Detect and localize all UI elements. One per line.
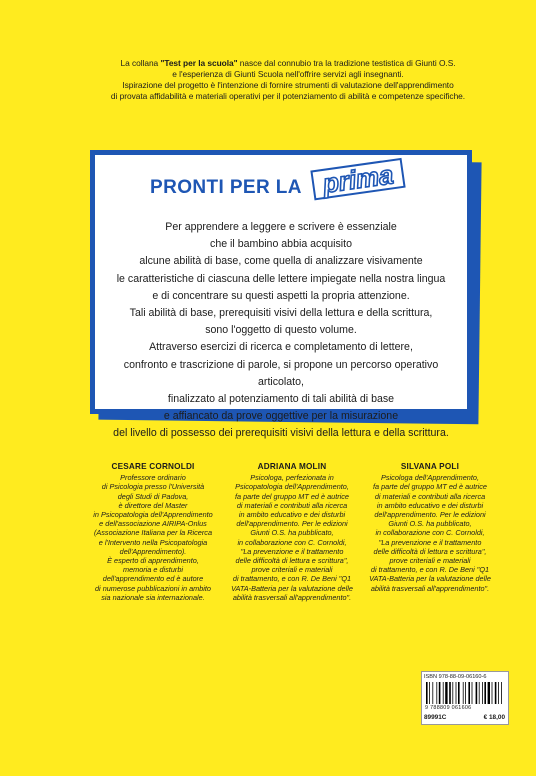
prima-word: prima bbox=[320, 159, 396, 199]
author-bio bbox=[355, 473, 505, 593]
author-bio-line: delle difficoltà di lettura e scrittura", bbox=[373, 546, 487, 556]
series-intro bbox=[78, 58, 498, 102]
price-label: € 18,00 bbox=[483, 714, 505, 721]
author-bio-line: in Psicopatologia dell'Apprendimento bbox=[93, 510, 213, 520]
barcode-bar bbox=[465, 682, 466, 704]
author-bio-line: "La prevenzione e il trattamento bbox=[378, 537, 482, 547]
barcode-icon bbox=[425, 682, 505, 704]
author-poli bbox=[355, 462, 505, 593]
author-cornoldi bbox=[78, 462, 228, 602]
author-bio-line: (Associazione Italiana per la Ricerca bbox=[93, 528, 213, 538]
card-body-line: che il bambino abbia acquisito bbox=[210, 238, 352, 251]
barcode-bar bbox=[439, 682, 441, 704]
card-body-line: del livello di possesso dei prerequisiti visivi della lettura e della scrittura. bbox=[113, 427, 449, 440]
author-bio-line: Psicologa, perfezionata in bbox=[250, 473, 334, 483]
barcode-bar bbox=[484, 682, 486, 704]
barcode-bar bbox=[443, 682, 444, 704]
author-bio-line: prove criteriali e materiali bbox=[389, 556, 471, 566]
author-bio-line: in collaborazione con C. Cornoldi, bbox=[237, 537, 347, 547]
author-bio-line: dell'apprendimento. Per le edizioni bbox=[236, 519, 348, 529]
author-molin bbox=[217, 462, 367, 602]
author-bio-line: di trattamento, e con R. De Beni "Q1 bbox=[232, 574, 352, 584]
intro-line-2: e l'esperienza di Giunti Scuola nell'offrire servizi agli insegnanti. bbox=[172, 69, 404, 79]
intro-text: nasce dal connubio tra la tradizione testistica di Giunti O.S. bbox=[237, 58, 456, 68]
author-bio-line: di trattamento, e con R. De Beni "Q1 bbox=[370, 565, 490, 575]
author-bio-line: fa parte del gruppo MT ed è autrice bbox=[235, 491, 349, 501]
author-bio-line: Psicologa dell'Apprendimento, bbox=[381, 473, 479, 483]
author-bio-line: Giunti O.S. ha pubblicato, bbox=[388, 519, 472, 529]
card-body-line: finalizzato al potenziamento di tali abilità di base bbox=[167, 393, 395, 406]
card-body-line: sono l'oggetto di questo volume. bbox=[205, 324, 357, 337]
prima-title-logo bbox=[309, 155, 408, 204]
card-body-line: alcune abilità di base, come quella di analizzare visivamente bbox=[139, 255, 423, 268]
author-bio-line: dell'Apprendimento). bbox=[119, 546, 187, 556]
author-bio-line: delle difficoltà di lettura e scrittura", bbox=[235, 556, 349, 566]
barcode-bar bbox=[463, 682, 464, 704]
card-title: PRONTI PER LA bbox=[150, 177, 302, 198]
description-card bbox=[90, 150, 472, 440]
barcode-bar bbox=[476, 682, 478, 704]
author-bio-line: "La prevenzione e il trattamento bbox=[240, 546, 344, 556]
author-bio-line: è direttore del Master bbox=[118, 500, 188, 510]
barcode-bar bbox=[456, 682, 457, 704]
barcode-bar bbox=[482, 682, 483, 704]
intro-text: La collana bbox=[120, 58, 161, 68]
barcode-bar bbox=[472, 682, 473, 704]
card-body bbox=[109, 219, 453, 443]
author-bio-line: memoria e disturbi bbox=[122, 565, 184, 575]
author-name: ADRIANA MOLIN bbox=[257, 462, 327, 471]
author-bio-line: e l'Intervento nella Psicopatologia bbox=[98, 537, 208, 547]
author-bio-line: prove criteriali e materiali bbox=[251, 565, 333, 575]
author-bio-line: VATA-Batteria per la valutazione delle bbox=[231, 583, 353, 593]
author-bio-line: in collaborazione con C. Cornoldi, bbox=[375, 528, 485, 538]
barcode-bar bbox=[429, 682, 430, 704]
author-bio-line: degli Studi di Padova, bbox=[117, 491, 189, 501]
author-bio-line: e dell'associazione AIRIPA-Onlus bbox=[99, 519, 207, 529]
author-bio-line: È esperto di apprendimento, bbox=[107, 556, 199, 566]
author-bio bbox=[217, 473, 367, 602]
barcode-bar bbox=[498, 682, 499, 704]
barcode-bar bbox=[468, 682, 470, 704]
intro-line-3: Ispirazione del progetto è l'intenzione di fornire strumenti di valutazione dell'apprendimento bbox=[122, 80, 454, 90]
author-bio-line: in ambito educativo e dei disturbi bbox=[238, 510, 346, 520]
barcode-bar bbox=[492, 682, 493, 704]
author-bio-line: in ambito educativo e dei disturbi bbox=[376, 500, 484, 510]
author-bio-line: di Psicologia presso l'Università bbox=[101, 482, 205, 492]
card-body-line: Tali abilità di base, prerequisiti visivi della lettura e della scrittura, bbox=[129, 307, 433, 320]
series-name: "Test per la scuola" bbox=[160, 58, 238, 68]
card-body-line: confronto e trascrizione di parole, si propone un percorso operativo articolato, bbox=[123, 358, 439, 388]
barcode-bar bbox=[488, 682, 490, 704]
author-name: SILVANA POLI bbox=[400, 462, 460, 471]
barcode-bar bbox=[432, 682, 433, 704]
isbn-text: ISBN 978-88-09-06160-6 bbox=[424, 674, 487, 680]
author-bio-line: abilità trasversali all'apprendimento". bbox=[232, 592, 352, 602]
author-bio-line: di materiali e contributi alla ricerca bbox=[374, 491, 486, 501]
barcode-bar bbox=[452, 682, 453, 704]
intro-line-4: di provata affidabilità e materiali operativi per il potenziamento di abilità e competenze specifiche. bbox=[110, 91, 466, 101]
barcode-bar bbox=[495, 682, 497, 704]
barcode-bar bbox=[501, 682, 502, 704]
author-bio-line: abilità trasversali all'apprendimento". bbox=[370, 583, 490, 593]
card-body-line: e di concentrare su questi aspetti la propria attenzione. bbox=[152, 289, 410, 302]
author-bio-line: Psicopatologia dell'Apprendimento, bbox=[235, 482, 349, 492]
author-bio-line: VATA-Batteria per la valutazione delle bbox=[369, 574, 491, 584]
author-bio bbox=[78, 473, 228, 602]
barcode-bar bbox=[449, 682, 451, 704]
author-bio-line: Professore ordinario bbox=[120, 473, 186, 483]
author-bio-line: dell'apprendimento. Per le edizioni bbox=[374, 510, 486, 520]
intro-line-1 bbox=[78, 58, 498, 69]
barcode-bar bbox=[445, 682, 447, 704]
author-bio-line: di materiali e contributi alla ricerca bbox=[236, 500, 348, 510]
barcode-bar bbox=[426, 682, 428, 704]
author-bio-line: dell'apprendimento ed è autore bbox=[102, 574, 204, 584]
card-body-line: Attraverso esercizi di ricerca e completamento di lettere, bbox=[149, 341, 413, 354]
product-code: 89991C bbox=[424, 714, 447, 721]
barcode-bar bbox=[436, 682, 437, 704]
author-name: CESARE CORNOLDI bbox=[111, 462, 195, 471]
barcode-digits: 9 788809 061606 bbox=[425, 705, 472, 711]
author-bio-line: di numerose pubblicazioni in ambito bbox=[94, 583, 211, 593]
card-body-line: e affiancato da prove oggettive per la misurazione bbox=[163, 410, 399, 423]
barcode-bar bbox=[479, 682, 480, 704]
card-body-line: Per apprendere a leggere e scrivere è essenziale bbox=[165, 221, 397, 233]
author-bio-line: sia nazionale sia internazionale. bbox=[101, 592, 205, 602]
barcode-bar bbox=[458, 682, 460, 704]
card-body-line: le caratteristiche di ciascuna delle lettere impiegate nella nostra lingua bbox=[116, 272, 446, 285]
author-bio-line: Giunti O.S. ha pubblicato, bbox=[250, 528, 334, 538]
author-bio-line: fa parte del gruppo MT ed è autrice bbox=[373, 482, 487, 492]
barcode-label bbox=[421, 671, 509, 725]
